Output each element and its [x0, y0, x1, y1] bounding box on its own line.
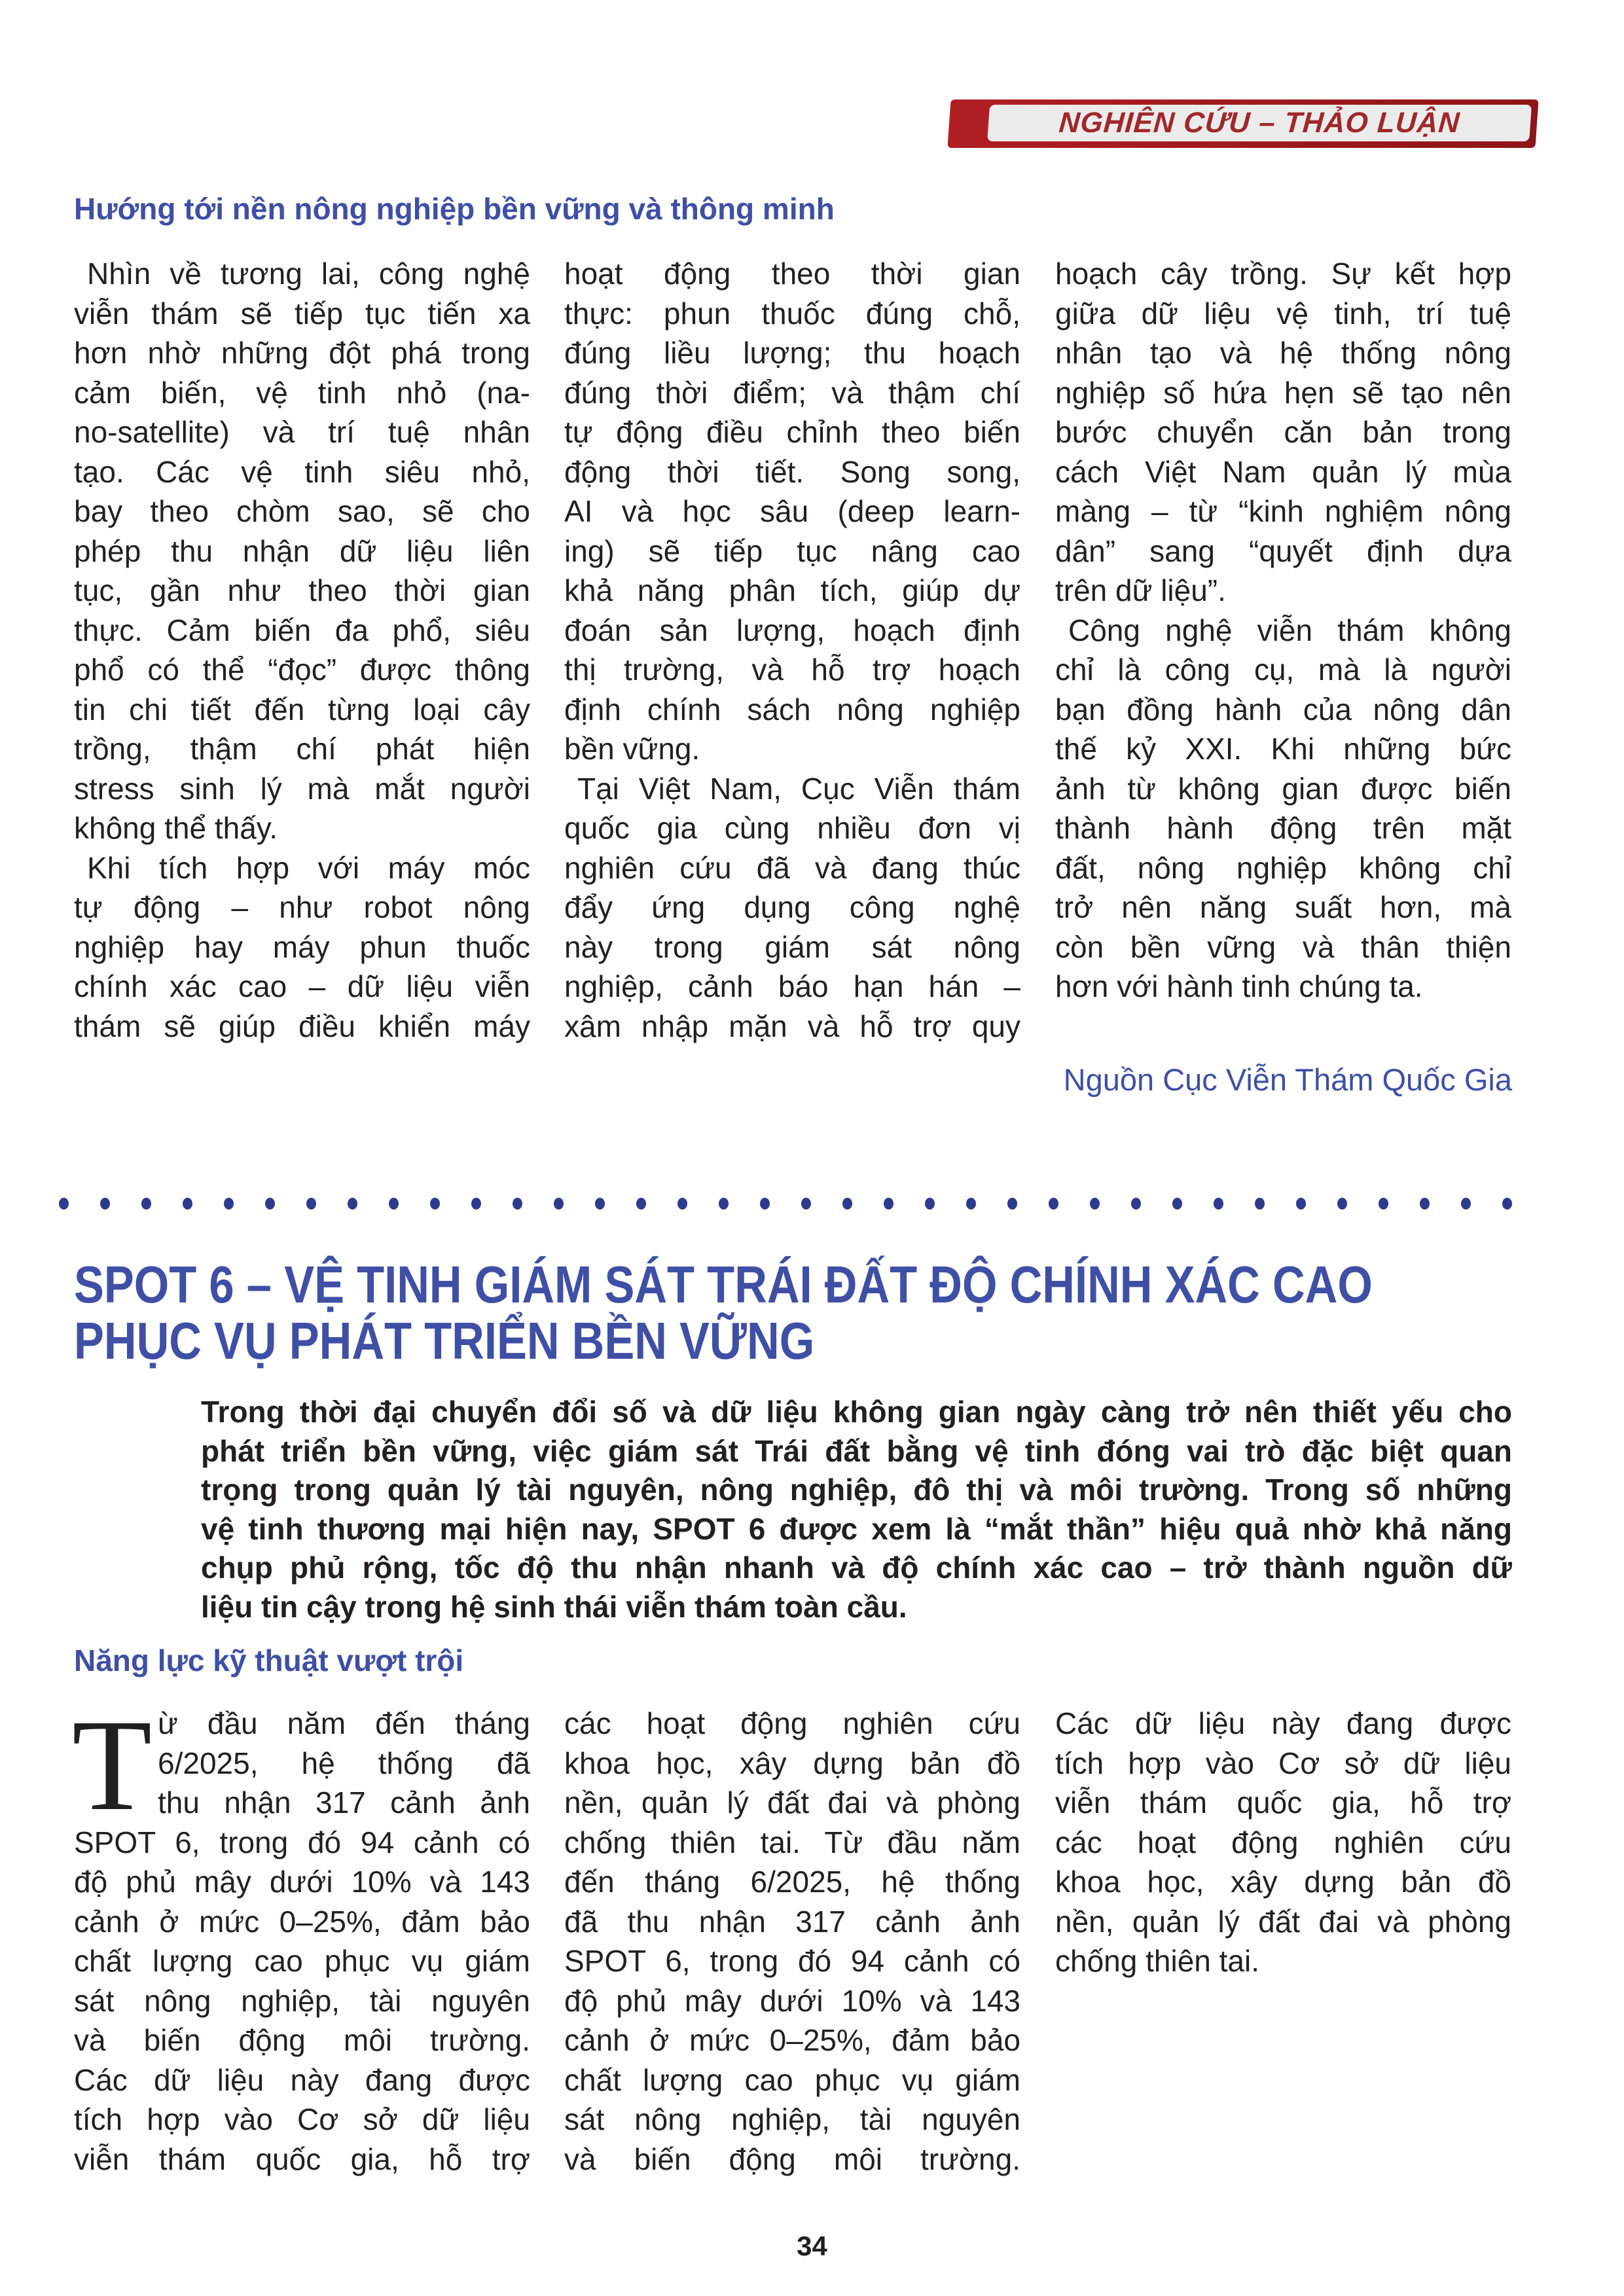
- divider-dot: [842, 1198, 852, 1210]
- article2-column-3: [1055, 1704, 1511, 1981]
- text-line: cảnh ở mức 0–25%, đảm bảo: [74, 1904, 530, 1939]
- divider-dot: [760, 1198, 770, 1210]
- article-source: Nguồn Cục Viễn Thám Quốc Gia: [1063, 1062, 1512, 1097]
- text-line: dân” sang “quyết định dựa: [1055, 533, 1511, 568]
- page-number: 34: [797, 2231, 827, 2261]
- text-line: stress sinh lý mà mắt người: [74, 771, 530, 806]
- divider-dot: [183, 1198, 192, 1210]
- text-line: đã thu nhận 317 cảnh ảnh: [564, 1904, 1020, 1939]
- text-line: cách Việt Nam quản lý mùa: [1055, 454, 1511, 489]
- divider-dot: [1049, 1198, 1058, 1210]
- divider-dot: [636, 1198, 646, 1210]
- text-line: chống thiên tai.: [1055, 1944, 1260, 1978]
- article2-title: [74, 1257, 1373, 1369]
- text-line: quốc gia cùng nhiều đơn vị: [564, 811, 1020, 845]
- text-line: đúng thời điểm; và thậm chí: [564, 375, 1020, 410]
- text-line: cảnh ở mức 0–25%, đảm bảo: [564, 2023, 1020, 2057]
- text-line: nghiệp hay máy phun thuốc: [74, 929, 530, 964]
- text-line: động thời tiết. Song song,: [564, 454, 1020, 489]
- divider-dot: [1296, 1198, 1306, 1210]
- divider-dot: [595, 1198, 605, 1210]
- article2-column-1: [74, 1704, 530, 2179]
- intro-line: Trong thời đại chuyển đổi số và dữ liệu không gian ngày càng trở nên thiết yếu cho: [201, 1395, 1512, 1429]
- article1-column-3: [1055, 254, 1511, 1007]
- article2-column-2: [564, 1704, 1020, 2179]
- text-line: và biến động môi trường.: [564, 2142, 1020, 2176]
- text-line: thế kỷ XXI. Khi những bức: [1055, 732, 1511, 766]
- divider-dot: [430, 1198, 440, 1210]
- intro-line: liệu tin cậy trong hệ sinh thái viễn thám toàn cầu.: [201, 1589, 907, 1624]
- divider-dot: [1420, 1198, 1430, 1210]
- text-line: trên dữ liệu”.: [1055, 573, 1226, 607]
- text-line: no-satellite) và trí tuệ nhân: [74, 415, 530, 449]
- text-line: nghiệp, cảnh báo hạn hán –: [564, 969, 1020, 1003]
- text-line: chống thiên tai. Từ đầu năm: [564, 1825, 1020, 1859]
- divider-dot: [389, 1198, 399, 1210]
- dotted-divider: [59, 1198, 1512, 1210]
- divider-dot: [1337, 1198, 1347, 1210]
- text-line: ing) sẽ tiếp tục nâng cao: [564, 533, 1020, 568]
- divider-dot: [1007, 1198, 1017, 1210]
- intro-line: phát triển bền vững, việc giám sát Trái đất bằng vệ tinh đóng vai trò đặc biệt quan: [201, 1433, 1512, 1468]
- text-line: màng – từ “kinh nghiệm nông: [1055, 494, 1511, 528]
- text-line: thu nhận 317 cảnh ảnh: [158, 1785, 530, 1820]
- divider-dot: [1502, 1198, 1512, 1210]
- text-line: SPOT 6, trong đó 94 cảnh có: [564, 1944, 1020, 1978]
- text-line: SPOT 6, trong đó 94 cảnh có: [74, 1825, 530, 1859]
- text-line: độ phủ mây dưới 10% và 143: [74, 1865, 530, 1899]
- divider-dot: [801, 1198, 811, 1210]
- text-line: phép thu nhận dữ liệu liên: [74, 533, 530, 568]
- text-line: không thể thấy.: [74, 811, 278, 845]
- text-line: tục, gần như theo thời gian: [74, 573, 530, 607]
- text-line: đoán sản lượng, hoạch định: [564, 613, 1020, 647]
- text-line: độ phủ mây dưới 10% và 143: [564, 1983, 1020, 2018]
- text-line: Các dữ liệu này đang được: [74, 2062, 530, 2097]
- text-line: viễn thám sẽ tiếp tục tiến xa: [74, 296, 530, 331]
- text-line: nền, quản lý đất đai và phòng: [564, 1785, 1020, 1820]
- text-line: hơn nhờ những đột phá trong: [74, 336, 530, 370]
- text-line: chỉ là công cụ, mà là người: [1055, 653, 1511, 687]
- divider-dot: [348, 1198, 357, 1210]
- divider-dot: [141, 1198, 151, 1210]
- text-line: thị trường, và hỗ trợ hoạch: [564, 653, 1020, 687]
- section-badge-inner: [987, 105, 1532, 141]
- divider-dot: [471, 1198, 481, 1210]
- text-line: trồng, thậm chí phát hiện: [74, 732, 530, 766]
- text-line: nhân tạo và hệ thống nông: [1055, 336, 1511, 370]
- text-line: tự động – như robot nông: [74, 890, 530, 924]
- text-line: ừ đầu năm đến tháng: [158, 1706, 530, 1740]
- text-line: Các dữ liệu này đang được: [1055, 1706, 1511, 1740]
- text-line: tích hợp vào Cơ sở dữ liệu: [74, 2102, 530, 2136]
- text-line: cảm biến, vệ tinh nhỏ (na-: [74, 375, 530, 410]
- divider-dot: [966, 1198, 976, 1210]
- divider-dot: [306, 1198, 316, 1210]
- text-line: ảnh từ không gian được biến: [1055, 771, 1511, 806]
- text-line: hoạt động theo thời gian: [564, 257, 1020, 291]
- text-line: tự động điều chỉnh theo biến: [564, 415, 1020, 449]
- text-line: định chính sách nông nghiệp: [564, 692, 1020, 726]
- article2-title-line-2: PHỤC VỤ PHÁT TRIỂN BỀN VỮNG: [74, 1312, 815, 1370]
- text-line: viễn thám quốc gia, hỗ trợ: [74, 2142, 530, 2176]
- text-line: thành hành động trên mặt: [1055, 811, 1511, 845]
- divider-dot: [1379, 1198, 1388, 1210]
- article2-intro: [201, 1393, 1512, 1626]
- text-line: bền vững.: [564, 732, 700, 766]
- text-line: chất lượng cao phục vụ giám: [564, 2062, 1020, 2097]
- article2-subheading: Năng lực kỹ thuật vượt trội: [74, 1643, 464, 1677]
- text-line: thực. Cảm biến đa phổ, siêu: [74, 613, 530, 647]
- section-badge-label: NGHIÊN CỨU – THẢO LUẬN: [1058, 107, 1462, 139]
- divider-dot: [1214, 1198, 1223, 1210]
- text-line: tạo. Các vệ tinh siêu nhỏ,: [74, 454, 530, 489]
- text-line: khoa học, xây dựng bản đồ: [564, 1746, 1020, 1780]
- intro-line: chụp phủ rộng, tốc độ thu nhận nhanh và độ chính xác cao – trở thành nguồn dữ: [201, 1551, 1512, 1585]
- divider-dot: [1461, 1198, 1471, 1210]
- text-line: xâm nhập mặn và hỗ trợ quy: [564, 1009, 1020, 1043]
- text-line: đất, nông nghiệp không chỉ: [1055, 850, 1511, 885]
- text-line: viễn thám quốc gia, hỗ trợ: [1055, 1785, 1511, 1820]
- text-line: chất lượng cao phục vụ giám: [74, 1944, 530, 1978]
- article1-column-2: [564, 254, 1020, 1046]
- text-line: và biến động môi trường.: [74, 2023, 530, 2057]
- text-line: Công nghệ viễn thám không: [1068, 613, 1511, 647]
- text-line: đến tháng 6/2025, hệ thống: [564, 1865, 1020, 1899]
- text-line: thực: phun thuốc đúng chỗ,: [564, 296, 1020, 331]
- text-line: bạn đồng hành của nông dân: [1055, 692, 1511, 726]
- text-line: bay theo chòm sao, sẽ cho: [74, 494, 530, 528]
- article1-column-1: [74, 254, 530, 1046]
- text-line: các hoạt động nghiên cứu: [1055, 1825, 1511, 1859]
- text-line: này trong giám sát nông: [564, 929, 1020, 964]
- text-line: khoa học, xây dựng bản đồ: [1055, 1865, 1511, 1899]
- section-badge: [947, 99, 1538, 148]
- divider-dot: [265, 1198, 275, 1210]
- text-line: còn bền vững và thân thiện: [1055, 929, 1511, 964]
- text-line: thám sẽ giúp điều khiển máy: [74, 1009, 530, 1043]
- text-line: AI và học sâu (deep learn-: [564, 494, 1020, 528]
- drop-cap: T: [72, 1693, 153, 1838]
- article1-subheading: Hướng tới nền nông nghiệp bền vững và thông minh: [74, 192, 835, 226]
- text-line: 6/2025, hệ thống đã: [158, 1746, 530, 1780]
- divider-dot: [1255, 1198, 1265, 1210]
- intro-line: vệ tinh thương mại hiện nay, SPOT 6 được xem là “mắt thần” hiệu quả nhờ khả năng: [201, 1511, 1512, 1546]
- text-line: hơn với hành tinh chúng ta.: [1055, 969, 1423, 1003]
- text-line: nghiên cứu đã và đang thúc: [564, 850, 1020, 885]
- text-line: tin chi tiết đến từng loại cây: [74, 692, 530, 726]
- divider-dot: [1131, 1198, 1141, 1210]
- text-line: nghiệp số hứa hẹn sẽ tạo nên: [1055, 375, 1511, 410]
- text-line: khả năng phân tích, giúp dự: [564, 573, 1020, 607]
- text-line: Khi tích hợp với máy móc: [87, 850, 530, 885]
- divider-dot: [884, 1198, 893, 1210]
- divider-dot: [100, 1198, 110, 1210]
- text-line: sát nông nghiệp, tài nguyên: [74, 1983, 530, 2018]
- text-line: Nhìn về tương lai, công nghệ: [87, 257, 530, 291]
- text-line: sát nông nghiệp, tài nguyên: [564, 2102, 1020, 2136]
- text-line: các hoạt động nghiên cứu: [564, 1706, 1020, 1740]
- text-line: đẩy ứng dụng công nghệ: [564, 890, 1020, 924]
- divider-dot: [1090, 1198, 1100, 1210]
- text-line: trở nên năng suất hơn, mà: [1055, 890, 1511, 924]
- text-line: hoạch cây trồng. Sự kết hợp: [1055, 257, 1511, 291]
- divider-dot: [224, 1198, 234, 1210]
- divider-dot: [554, 1198, 564, 1210]
- divider-dot: [925, 1198, 935, 1210]
- text-line: giữa dữ liệu vệ tinh, trí tuệ: [1055, 296, 1511, 331]
- text-line: nền, quản lý đất đai và phòng: [1055, 1904, 1511, 1939]
- text-line: phổ có thể “đọc” được thông: [74, 653, 530, 687]
- divider-dot: [719, 1198, 729, 1210]
- intro-line: trọng trong quản lý tài nguyên, nông nghiệp, đô thị và môi trường. Trong số những: [201, 1473, 1512, 1507]
- text-line: đúng liều lượng; thu hoạch: [564, 336, 1020, 370]
- divider-dot: [1172, 1198, 1182, 1210]
- text-line: Tại Việt Nam, Cục Viễn thám: [577, 771, 1020, 806]
- text-line: tích hợp vào Cơ sở dữ liệu: [1055, 1746, 1511, 1780]
- text-line: chính xác cao – dữ liệu viễn: [74, 969, 530, 1003]
- divider-dot: [59, 1198, 69, 1210]
- divider-dot: [513, 1198, 522, 1210]
- article2-title-line-1: SPOT 6 – VỆ TINH GIÁM SÁT TRÁI ĐẤT ĐỘ CHÍNH XÁC CAO: [74, 1255, 1373, 1314]
- text-line: bước chuyển căn bản trong: [1055, 415, 1511, 449]
- divider-dot: [677, 1198, 687, 1210]
